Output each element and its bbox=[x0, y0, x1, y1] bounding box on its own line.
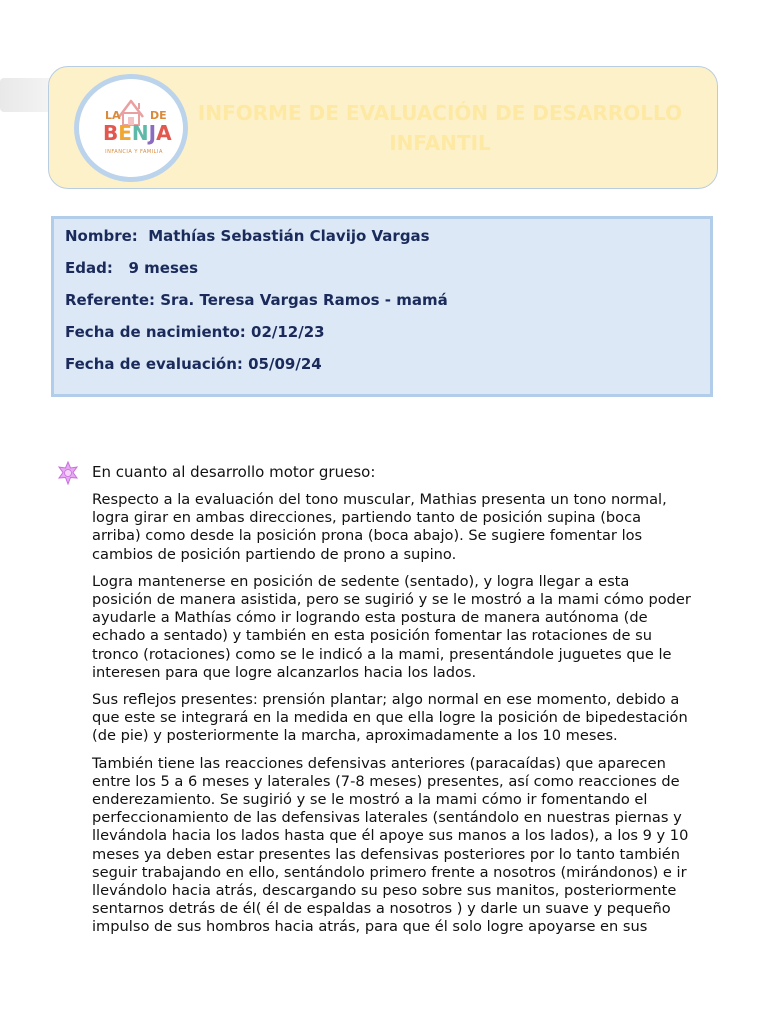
section-body bbox=[92, 491, 692, 946]
logo-letter: B bbox=[103, 121, 119, 145]
evaluation-date: Fecha de evaluación: 05/09/24 bbox=[65, 355, 322, 373]
body-paragraph: También tiene las reacciones defensivas anteriores (paracaídas) que aparecen entre los 5 a 6 meses y laterales (7-8 meses) presentes, así como reacciones de enderezamiento. Se sugirió y se le mostró a la mami cómo ir fomentando el perfeccionamiento de las defensivas laterales (sentándolo en nuestras piernas y llevándola hacia los lados hasta que él apoye sus manos a los lados), a los 9 y 10 meses ya deben estar presentes las defensivas posteriores por lo tanto también seguir trabajando en ello, sentándolo primero frente a nosotros (mirándonos) e ir llevándolo hacia atrás, descargando su peso sobre sus manitos, posteriormente sentarnos detrás de él( él de espaldas a nosotros ) y darle un suave y pequeño impulso de sus hombros hacia atrás, para que él solo logre apoyarse en sus bbox=[92, 754, 689, 936]
body-paragraph: Sus reflejos presentes: prensión plantar; algo normal en ese momento, debido a que este se integrará en la medida en que ella logre la posición de bipedestación (de pie) y posteriormente la marcha, aproximadamente a los 10 meses. bbox=[92, 691, 688, 745]
logo-letter: N bbox=[131, 121, 149, 145]
flower-bullet-icon bbox=[56, 461, 80, 485]
patient-age: Edad: 9 meses bbox=[65, 259, 199, 277]
logo-brand-name bbox=[103, 121, 172, 145]
patient-info-box bbox=[51, 216, 713, 397]
body-paragraph: Logra mantenerse en posición de sedente (sentado), y logra llegar a esta posición de manera asistida, pero se sugirió y se le mostró a la mami cómo poder ayudarle a Mathías cómo ir logrando esta postura de manera autónoma (de echado a sentado) y también en esta posición fomentar las rotaciones de su tronco (rotaciones) como se le indicó a la mami, presentándole juguetes que le interesen para que logre alcanzarlos hacia los lados. bbox=[92, 572, 691, 681]
brand-logo bbox=[74, 74, 188, 182]
logo-letter: J bbox=[148, 121, 157, 145]
logo-letter: E bbox=[118, 121, 132, 145]
patient-guardian: Referente: Sra. Teresa Vargas Ramos - mamá bbox=[65, 291, 448, 309]
logo-tagline: INFANCIA Y FAMILIA bbox=[105, 149, 163, 155]
section-heading: En cuanto al desarrollo motor grueso: bbox=[92, 463, 376, 481]
logo-letter: A bbox=[156, 121, 172, 145]
patient-name: Nombre: Mathías Sebastián Clavijo Vargas bbox=[65, 227, 430, 245]
body-paragraph: Respecto a la evaluación del tono muscular, Mathias presenta un tono normal, logra girar en ambas direcciones, partiendo tanto de posición supina (boca arriba) como desde la posición prona (boca abajo). Se sugiere fomentar los cambios de posición partiendo de prono a supino. bbox=[92, 491, 667, 563]
logo-text-la: LA bbox=[105, 109, 121, 122]
birth-date: Fecha de nacimiento: 02/12/23 bbox=[65, 323, 325, 341]
report-title: INFORME DE EVALUACIÓN DE DESARROLLO INFANTIL bbox=[197, 101, 683, 155]
logo-text-de: DE bbox=[150, 109, 167, 122]
